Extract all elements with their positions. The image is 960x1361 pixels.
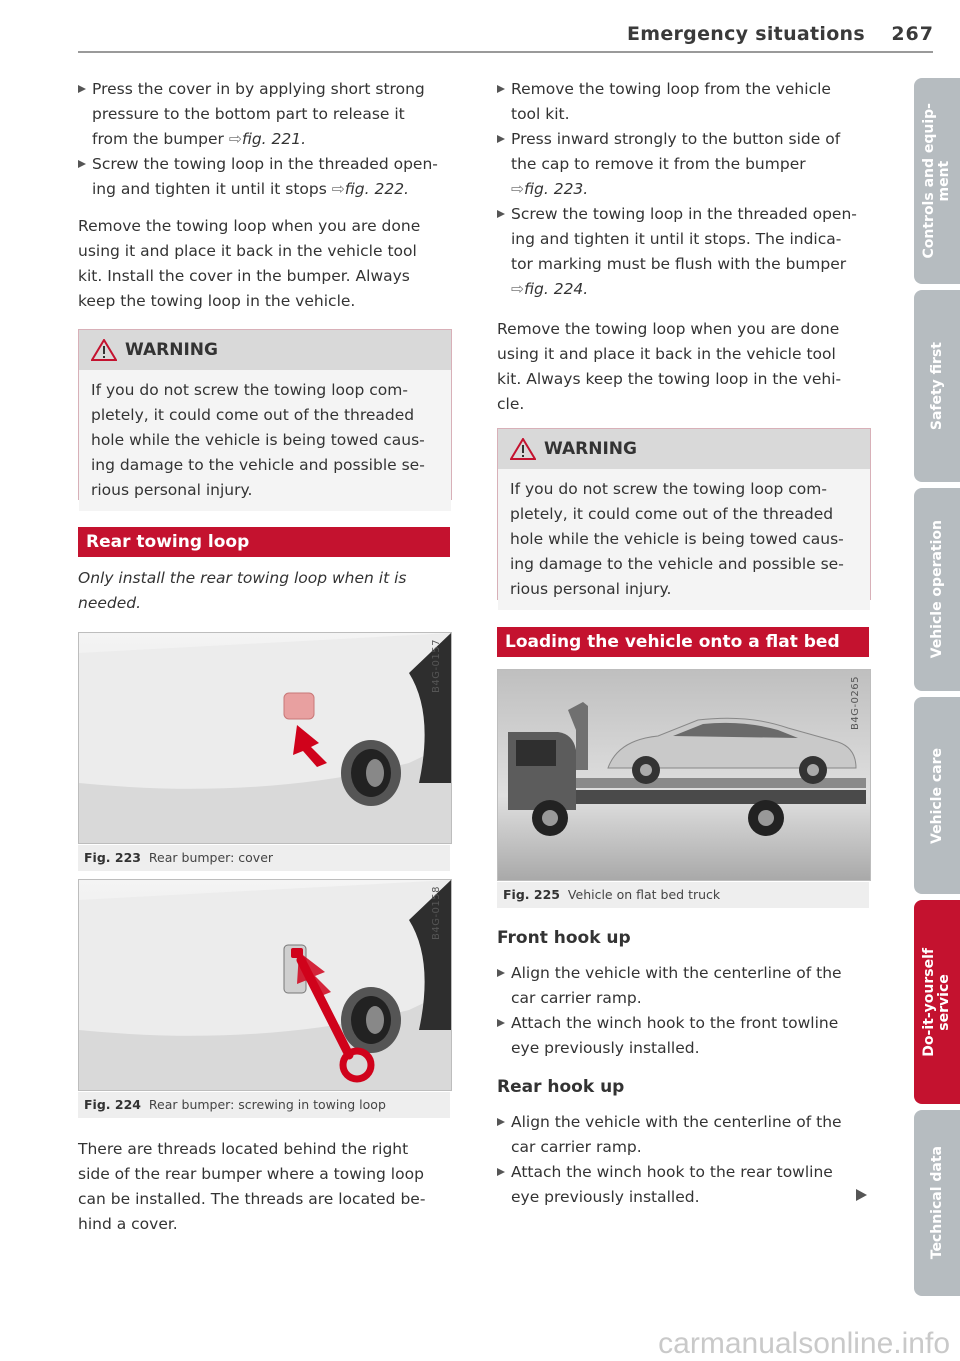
tab-safety-first[interactable]: Safety first <box>914 290 960 482</box>
rear-bullet-1: Align the vehicle with the centerline of the car carrier ramp. <box>497 1110 869 1160</box>
warning-text: If you do not screw the towing loop com- pletely, it could come out of the threaded hole while the vehicle is being towed caus- ing damage to the vehicle and possible se- rious personal injury. <box>79 370 451 511</box>
section-rear-towing-loop: Rear towing loop <box>78 527 450 557</box>
fig-225-image <box>497 669 871 881</box>
right-bullet-3: Screw the towing loop in the threaded open- ing and tighten it until it stops. The indica- tor marking must be flush with the bumper ⇨fig. 224. <box>497 202 869 302</box>
rear-bumper-cover-illustration <box>79 633 451 843</box>
continue-arrow-icon <box>856 1189 867 1201</box>
rear-hook-up-heading: Rear hook up <box>497 1077 625 1097</box>
rear-towing-intro: Only install the rear towing loop when it is needed. <box>78 569 407 612</box>
tab-technical-data[interactable]: Technical data <box>914 1110 960 1296</box>
fig-225-caption: Fig. 225 Vehicle on flat bed truck <box>497 882 869 908</box>
section-flat-bed-truck: Loading the vehicle onto a flat bed <box>497 627 869 657</box>
right-paragraph-1: Remove the towing loop when you are done using it and place it back in the vehicle tool kit. Always keep the towing loop in the vehi- cle. <box>497 320 842 413</box>
rear-bullet-2: Attach the winch hook to the rear towline eye previously installed. <box>497 1160 869 1210</box>
warning-triangle-icon <box>91 339 117 361</box>
tab-controls-and-equipment[interactable]: Controls and equip- ment <box>914 78 960 284</box>
towing-loop-illustration <box>79 880 451 1090</box>
flat-bed-truck-illustration <box>498 670 870 880</box>
left-paragraph-2: There are threads located behind the right side of the rear bumper where a towing loop can be installed. The threads are located be- hind a cover. <box>78 1140 426 1233</box>
right-bullet-1: Remove the towing loop from the vehicle tool kit. <box>497 77 869 127</box>
warning-triangle-icon <box>510 438 536 460</box>
fig-222-link[interactable]: fig. 222. <box>344 180 409 198</box>
fig-223-link[interactable]: fig. 223. <box>524 180 589 198</box>
fig-223-image <box>78 632 452 844</box>
fig-223-caption: Fig. 223 Rear bumper: cover <box>78 845 450 871</box>
front-bullet-2: Attach the winch hook to the front towline eye previously installed. <box>497 1011 869 1061</box>
left-column-top <box>78 77 450 314</box>
right-warning-box <box>497 428 871 600</box>
header-rule <box>78 51 933 53</box>
fig-224-caption: Fig. 224 Rear bumper: screwing in towing loop <box>78 1092 450 1118</box>
fig-221-link[interactable]: fig. 221. <box>241 130 307 148</box>
fig-224-code: B4G-0158 <box>431 886 442 941</box>
left-bullet-2: Screw the towing loop in the threaded open- ing and tighten it until it stops ⇨fig. 222. <box>78 152 450 202</box>
right-bullet-2: Press inward strongly to the button side of the cap to remove it from the bumper ⇨fig. 223. <box>497 127 869 202</box>
right-column-top <box>497 77 869 417</box>
front-bullet-1: Align the vehicle with the centerline of the car carrier ramp. <box>497 961 869 1011</box>
header-title: Emergency situations <box>626 23 865 45</box>
left-paragraph-1: Remove the towing loop when you are done using it and place it back in the vehicle tool kit. Install the cover in the bumper. Always keep the towing loop in the vehicle. <box>78 217 421 310</box>
tab-do-it-yourself-service[interactable]: Do-it-yourself service <box>914 900 960 1104</box>
front-hook-up-list <box>497 961 869 1061</box>
left-warning-box <box>78 329 452 500</box>
rear-hook-up-list <box>497 1110 869 1210</box>
tab-vehicle-operation[interactable]: Vehicle operation <box>914 488 960 691</box>
tab-vehicle-care[interactable]: Vehicle care <box>914 697 960 894</box>
warning-header: WARNING <box>79 330 451 370</box>
fig-224-link[interactable]: fig. 224. <box>524 280 589 298</box>
fig-224-image <box>78 879 452 1091</box>
fig-223-code: B4G-0157 <box>431 639 442 694</box>
warning-header: WARNING <box>498 429 870 469</box>
watermark: carmanualsonline.info <box>658 1327 950 1360</box>
left-bullet-1: Press the cover in by applying short strong pressure to the bottom part to release it from the bumper ⇨fig. 221. <box>78 77 450 152</box>
page-number: 267 <box>891 23 934 45</box>
warning-text: If you do not screw the towing loop com- pletely, it could come out of the threaded hole while the vehicle is being towed caus- ing damage to the vehicle and possible se- rious personal injury. <box>498 469 870 610</box>
fig-225-code: B4G-0265 <box>850 676 861 731</box>
front-hook-up-heading: Front hook up <box>497 928 631 948</box>
